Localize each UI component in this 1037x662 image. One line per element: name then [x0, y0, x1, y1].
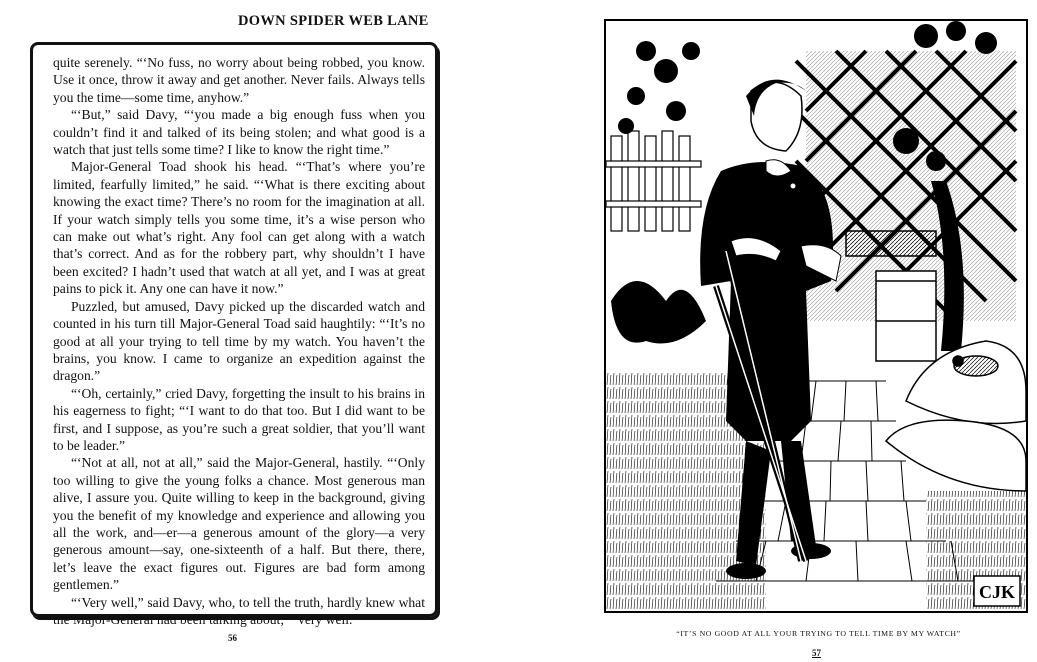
text-frame: [30, 42, 438, 627]
rocks: [886, 341, 1026, 491]
paragraph: “‘Not at all, not at all,” said the Major-General, hastily. “‘Only too willing to give the young folks a chance. Most generous man alive, I assure you. Quite willing to keep in the background, giving you the benefit of my knowledge and experience and allowing you all the work, and—er—a generous amount of the glory—a very generous amount—say, one-sixteenth of a half. But there, there, let’s leave the exact figures out. Figures are bad form among gentlemen.”: [53, 455, 425, 593]
body-text: [53, 54, 425, 628]
right-page: [600, 0, 1037, 662]
paragraph: Major-General Toad shook his head. “‘That’s where you’re limited, fearfully limited,” he said. “‘What is there exciting about knowing the exact time? There’s no room for the imagination at all. If your watch simply tells you some time, it’s a wise person who can make out what’s right. Any fool can get along with a watch that’s correct. And as for the robbery part, why shouldn’t I have been excited? I hadn’t used that watch at all yet, and I was at great pains to pick it. Any one can have it now.”: [53, 159, 425, 297]
picket-fence: [606, 131, 701, 231]
paragraph: Puzzled, but amused, Davy picked up the discarded watch and counted in his turn till Major-General Toad said haughtily: “‘It’s no good at all your trying to tell time by my watch. You haven’t the brains, you know. I came to organize an expedition against the dragon.”: [53, 298, 425, 384]
monogram: [974, 576, 1020, 606]
paragraph: “‘But,” said Davy, “‘you made a big enough fuss when you couldn’t find it and talked of its being stolen; and what good is a watch that just tells some time? I like to know the right time.”: [53, 107, 425, 158]
paragraph: quite serenely. “‘No fuss, no worry about being robbed, you know. Use it once, throw it away and get another. Never fails. Always tells you the time—some time, anyhow.”: [53, 55, 425, 105]
running-head: DOWN SPIDER WEB LANE: [238, 13, 429, 29]
paragraph: “‘Oh, certainly,” cried Davy, forgetting the insult to his brains in his eagerness to fight; “‘I want to do that too. But I did want to be first, and I suppose, as you’re such a great soldier, that you’ll want to be leader.”: [53, 385, 425, 453]
paragraph: “‘Very well,” said Davy, who, to tell the truth, hardly knew what the Major-General had been talking about; “‘very well.: [53, 594, 425, 627]
page-number-right: 57: [812, 648, 821, 658]
page-number-left: 56: [228, 633, 237, 643]
monogram-text: CJK: [979, 582, 1015, 602]
illustration-drawing: [606, 21, 1026, 611]
illustration: [604, 19, 1028, 613]
left-page: [0, 0, 450, 662]
illustration-caption: “IT’S NO GOOD AT ALL YOUR TRYING TO TELL TIME BY MY WATCH”: [676, 629, 961, 638]
